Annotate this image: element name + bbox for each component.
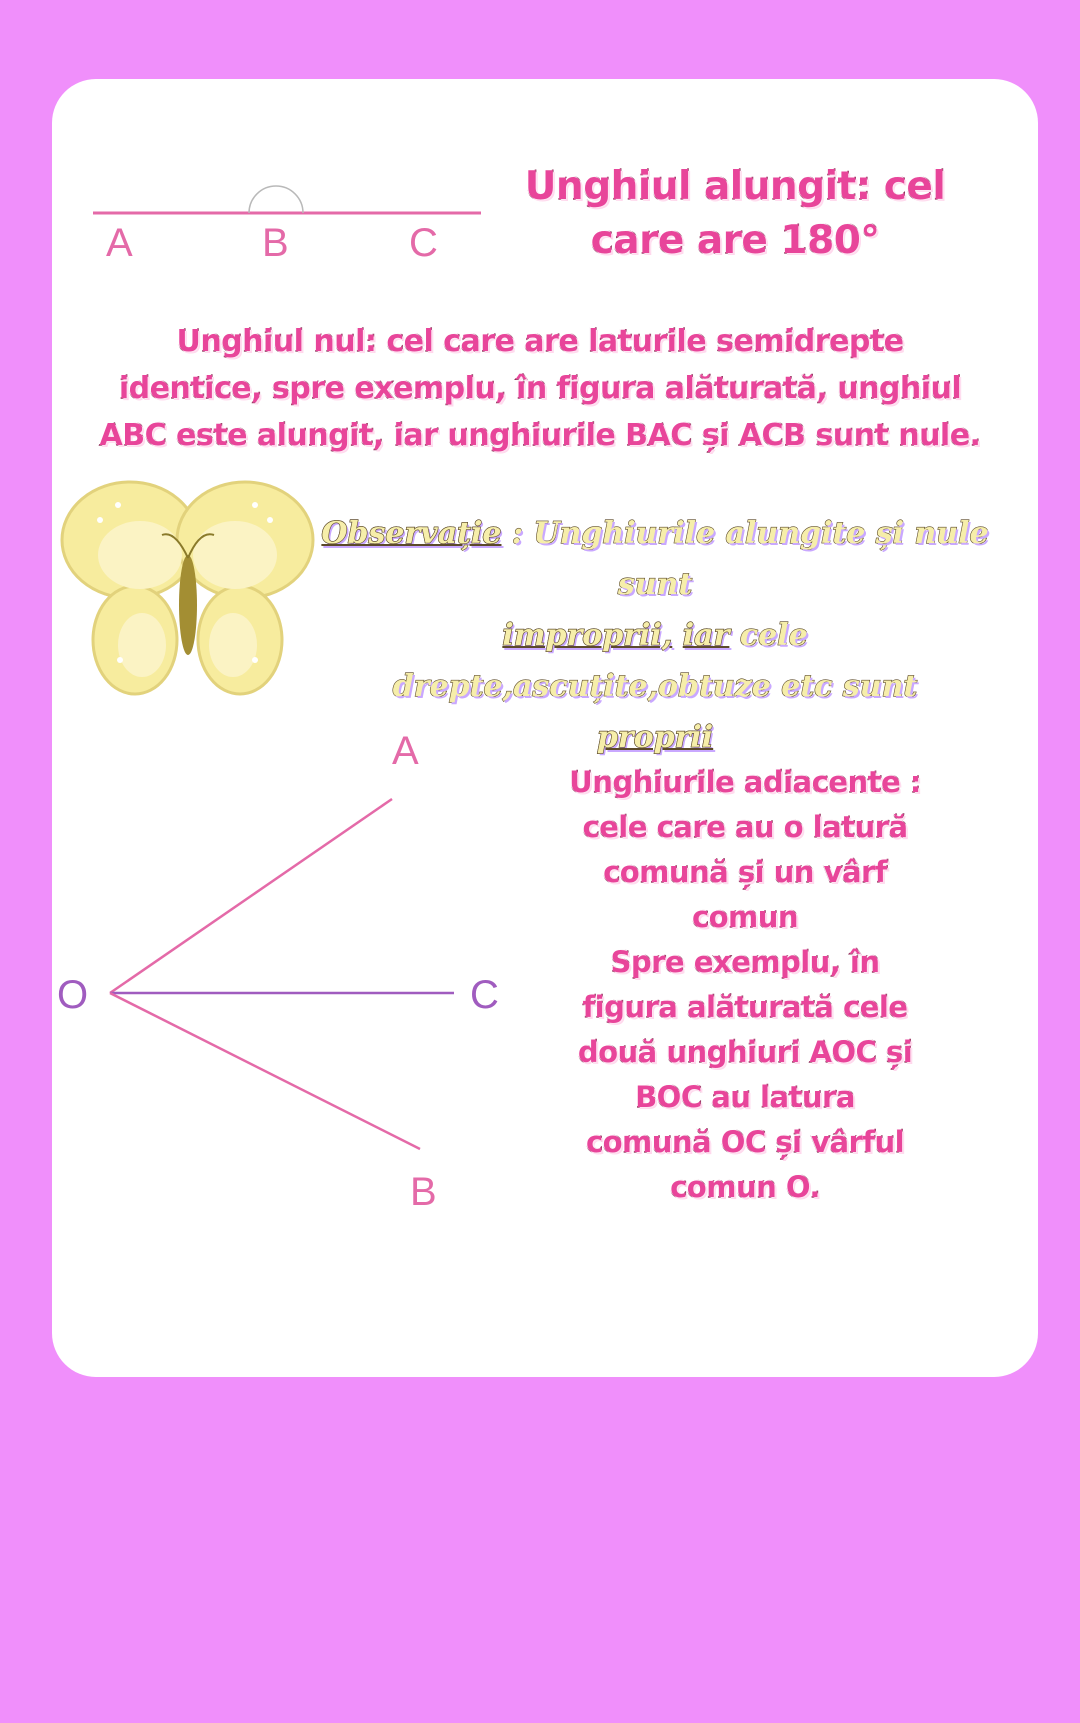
paragraph-line: Spre exemplu, în [610,945,880,979]
paragraph-line: cele care au o latură [582,810,908,844]
observation-word: improprii, [502,618,673,653]
paragraph-line: două unghiuri AOC și [577,1035,913,1069]
butterfly-icon [62,482,313,694]
observation-word: proprii [596,720,714,755]
observation-word: iar [682,618,730,653]
ray-oa [110,799,392,993]
paragraph-line: ABC este alungit, iar unghiurile BAC și ACB sunt nule. [99,418,981,453]
observation-word: drepte,ascuțite,obtuze etc sunt [392,669,918,704]
point-label-a: A [392,729,419,773]
adjacent-angles-figure [57,729,499,1214]
paragraph-line: Unghiurile adiacente : [569,765,921,799]
straight-angle-figure [93,186,481,265]
paragraph-line: comun [691,900,799,934]
point-label-o: O [57,973,89,1017]
title-line: care are 180° [590,218,880,263]
observation-line [310,712,1000,763]
observation-line [310,508,1000,610]
paragraph-line: comună OC și vârful [585,1125,905,1159]
adjacent-angles-paragraph [540,760,950,1210]
point-label-c: C [409,221,438,265]
paragraph-line: comun O. [670,1170,820,1204]
paragraph-line: figura alăturată cele [582,990,908,1024]
paragraph-line: comună și un vârf [603,855,887,889]
observation-word: cele [729,618,808,653]
observation-line [310,610,1000,712]
title-line: Unghiul alungit: cel [524,164,946,209]
observation-note [310,508,1000,763]
point-label-b: B [410,1170,437,1214]
straight-angle-title [505,160,965,268]
point-label-a: A [106,221,133,265]
point-label-b: B [262,221,289,265]
ray-ob [110,993,420,1149]
paragraph-line: Unghiul nul: cel care are laturile semidrepte [176,324,904,359]
paragraph-line: identice, spre exemplu, în figura alăturată, unghiul [118,371,962,406]
null-angle-paragraph [60,318,1020,459]
straight-angle-arc [249,186,303,213]
observation-word: Observație [321,516,502,551]
paragraph-line: BOC au latura [635,1080,855,1114]
point-label-c: C [470,973,499,1017]
observation-word: : Unghiurile alungite și nule sunt [501,516,989,602]
